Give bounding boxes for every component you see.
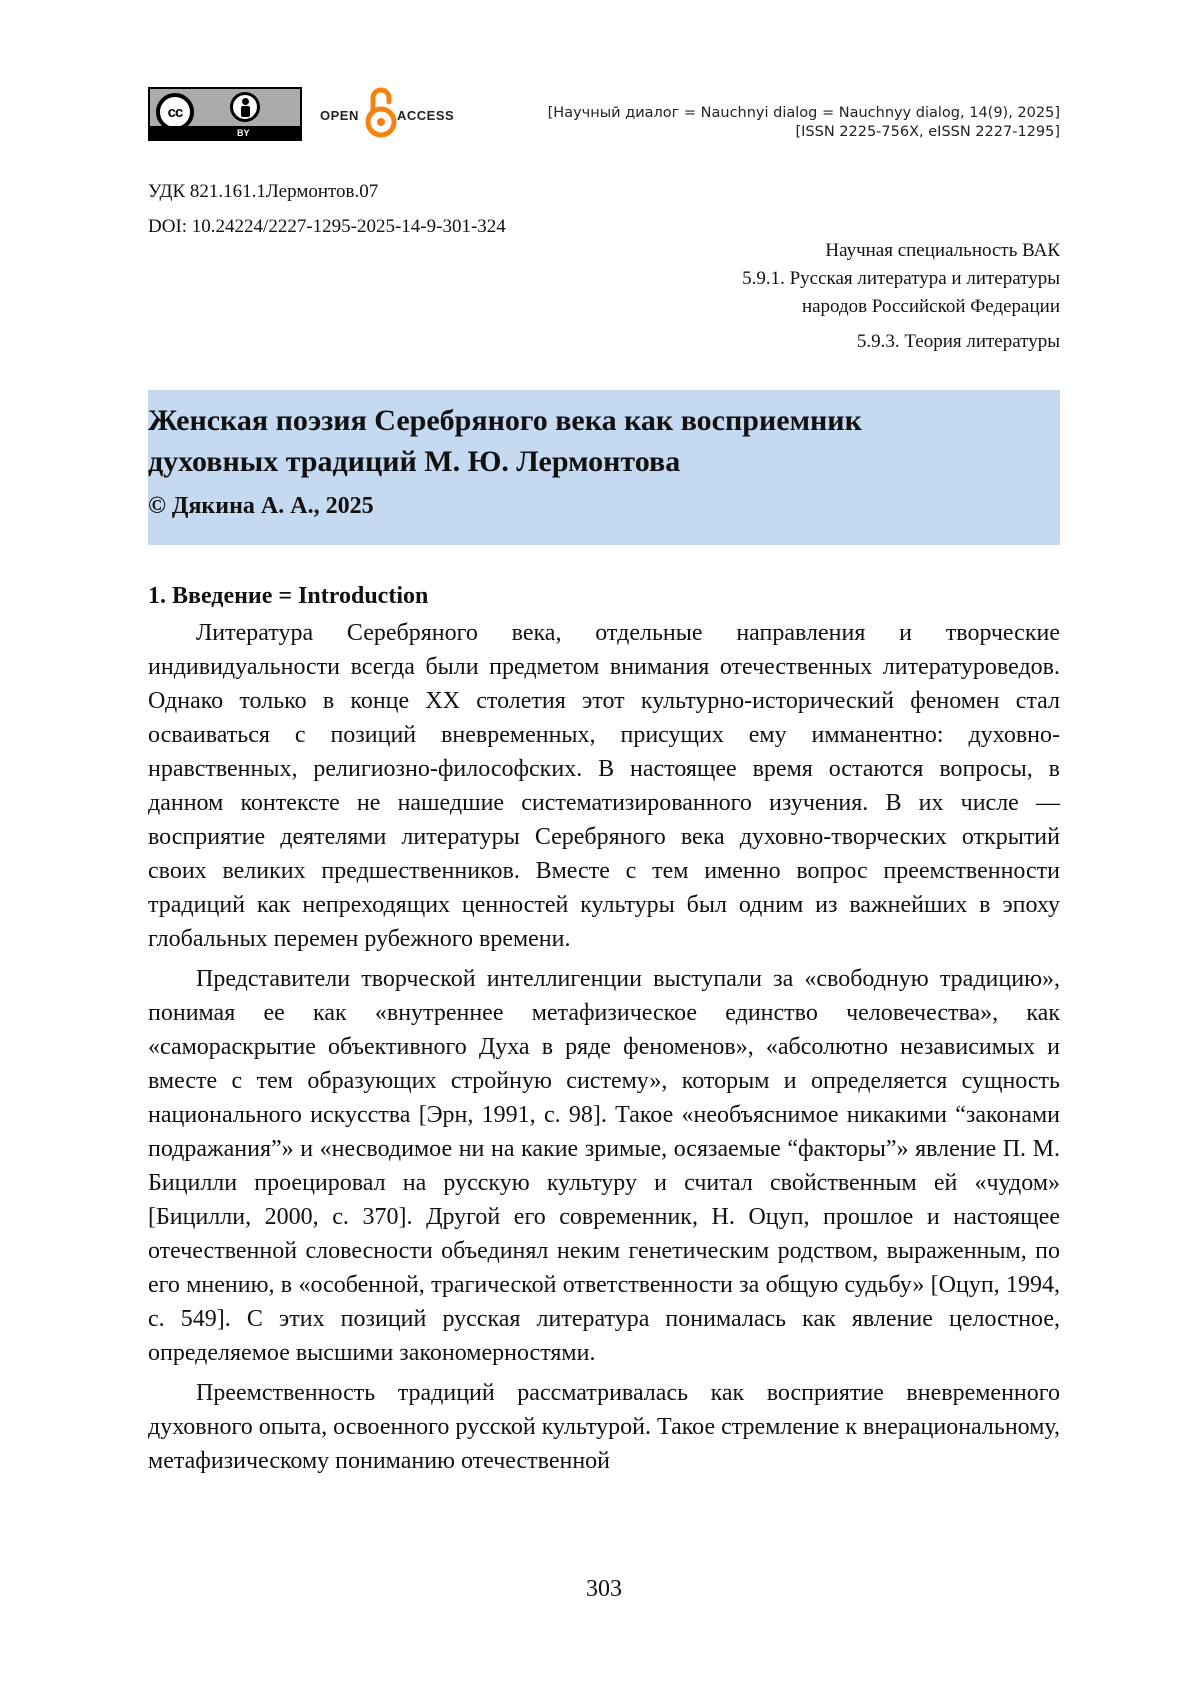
open-access-open-label: OPEN: [320, 108, 359, 123]
journal-citation: [Научный диалог = Nauchnyi dialog = Nauchnyy dialog, 14(9), 2025]: [547, 105, 1060, 121]
article-title-line-2: духовных традиций М. Ю. Лермонтова: [148, 445, 681, 478]
vak-spec-2: 5.9.3. Теория литературы: [856, 331, 1060, 352]
page-header: [148, 84, 1060, 144]
author-copyright: © Дякина А. А., 2025: [148, 493, 374, 519]
vak-heading: Научная специальность ВАК: [825, 240, 1060, 261]
article-body: [148, 616, 1060, 1484]
udk-code: УДК 821.161.1Лермонтов.07: [148, 181, 379, 202]
journal-reference: [548, 104, 1060, 142]
article-meta: [148, 174, 506, 244]
journal-page: [148, 0, 1060, 1703]
article-title-line-1: Женская поэзия Серебряного века как восприемник: [148, 404, 862, 437]
vak-spec-1-line-1: 5.9.1. Русская литература и литературы: [742, 268, 1060, 289]
body-paragraph-2: Представители творческой интеллигенции выступали за «свободную традицию», понимая ее как «внутреннее метафизическое единство человечества», как «самораскрытие объективного Духа в ряде феноменов», «абсолютно независимых и вместе с тем образующих стройную систему», которым и определяется сущность национального искусства [Эрн, 1991, с. 98]. Такое «необъяснимое никакими “законами подражания”» и «несводимое ни на какие зримые, осязаемые “факторы”» явление П. М. Бицилли проецировал на русскую культуру и считал свойственным ей «чудом» [Бицилли, 2000, с. 370]. Другой его современник, Н. Оцуп, прошлое и настоящее отечественной словесности объединял неким генетическим родством, выраженным, по его мнению, в «особенной, трагической ответственности за общую судьбу» [Оцуп, 1994, с. 549]. С этих позиций русская литература понималась как явление целостное, определяемое высшими закономерностями.: [148, 966, 1060, 1366]
page-number: 303: [586, 1576, 622, 1602]
body-paragraph-3: Преемственность традиций рассматривалась как восприятие вневременного духовного опыта, освоенного русской культурой. Такое стремление к внерациональному, метафизическому пониманию отечественной: [148, 1380, 1060, 1474]
vak-spec-1-line-2: народов Российской Федерации: [801, 296, 1060, 317]
open-access-logo: [320, 86, 460, 142]
section-heading: 1. Введение = Introduction: [148, 583, 429, 609]
doi: DOI: 10.24224/2227-1295-2025-14-9-301-324: [148, 216, 506, 237]
body-paragraph-1: Литература Серебряного века, отдельные направления и творческие индивидуальности всегда были предметом внимания отечественных литературоведов. Однако только в конце XX столетия этот культурно-исторический феномен стал осваиваться с позиций вневременных, присущих ему имманентно: духовно-нравственных, религиозно-философских. В настоящее время остаются вопросы, в данном контексте не нашедшие систематизированного изучения. В их числе — восприятие деятелями литературы Серебряного века духовно-творческих открытий своих великих предшественников. Вместе с тем именно вопрос преемственности традиций как непреходящих ценностей культуры был одним из важнейших в эпоху глобальных перемен рубежного времени.: [148, 620, 1060, 952]
cc-icon: cc: [156, 93, 194, 131]
title-block: [148, 390, 1060, 545]
article-title: [148, 400, 862, 482]
open-lock-icon: [364, 86, 398, 140]
journal-issn: [ISSN 2225-756X, eISSN 2227-1295]: [795, 124, 1060, 140]
cc-by-license-badge: [148, 87, 302, 141]
vak-specialty: [742, 237, 1060, 356]
person-icon: [230, 92, 260, 122]
by-label: BY: [237, 128, 250, 138]
open-access-access-label: ACCESS: [397, 108, 455, 123]
